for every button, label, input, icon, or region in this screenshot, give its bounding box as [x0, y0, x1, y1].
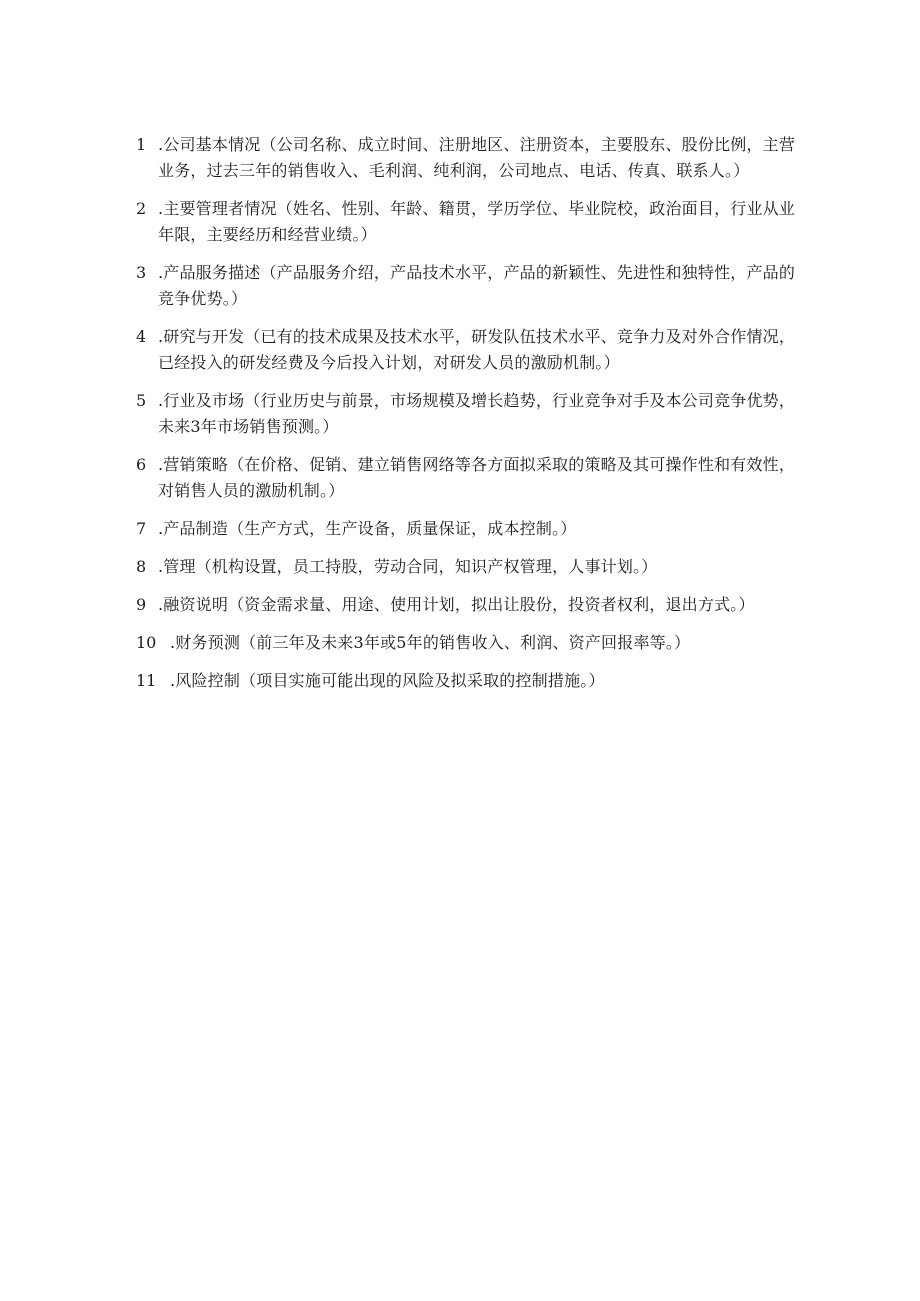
list-item-text: .风险控制（项目实施可能出现的风险及拟采取的控制措施。）: [170, 671, 605, 690]
list-item-number: 8: [136, 557, 147, 576]
list-item: [136, 132, 796, 184]
list-item-number: 10: [136, 633, 157, 652]
list-item-number: 4: [136, 327, 147, 346]
list-item-text: .公司基本情况（公司名称、成立时间、注册地区、注册资本，主要股东、股份比例，主营业务，过去三年的销售收入、毛利润、纯利润，公司地点、电话、传真、联系人。）: [158, 135, 796, 180]
list-item-text: .主要管理者情况（姓名、性别、年龄、籍贯，学历学位、毕业院校，政治面目，行业从业年限，主要经历和经营业绩。）: [158, 199, 796, 244]
list-item-number: 2: [136, 199, 147, 218]
list-item: [136, 630, 796, 656]
list-item: [136, 196, 796, 248]
list-item-text: .研究与开发（已有的技术成果及技术水平，研发队伍技术水平、竞争力及对外合作情况，已经投入的研发经费及今后投入计划，对研发人员的激励机制。）: [158, 327, 796, 372]
list-item-number: 6: [136, 455, 147, 474]
list-item-text: .营销策略（在价格、促销、建立销售网络等各方面拟采取的策略及其可操作性和有效性，对销售人员的激励机制。）: [158, 455, 796, 500]
list-item: [136, 592, 796, 618]
list-item: [136, 516, 796, 542]
business-plan-outline-list: [136, 132, 796, 706]
list-item-number: 11: [136, 671, 157, 690]
list-item-text: .产品服务描述（产品服务介绍，产品技术水平，产品的新颖性、先进性和独特性，产品的竞争优势。）: [158, 263, 796, 308]
list-item: [136, 554, 796, 580]
list-item-number: 5: [136, 391, 147, 410]
list-item-text: .融资说明（资金需求量、用途、使用计划，拟出让股份，投资者权利，退出方式。）: [158, 595, 755, 614]
list-item: [136, 668, 796, 694]
list-item-text: .管理（机构设置，员工持股，劳动合同，知识产权管理，人事计划。）: [158, 557, 658, 576]
list-item-text: .行业及市场（行业历史与前景，市场规模及增长趋势，行业竞争对手及本公司竞争优势，未来3年市场销售预测。）: [158, 391, 796, 436]
list-item-text: .财务预测（前三年及未来3年或5年的销售收入、利润、资产回报率等。）: [170, 633, 691, 652]
list-item-number: 1: [136, 135, 147, 154]
list-item-text: .产品制造（生产方式，生产设备，质量保证，成本控制。）: [158, 519, 577, 538]
list-item: [136, 324, 796, 376]
list-item-number: 9: [136, 595, 147, 614]
list-item-number: 3: [136, 263, 147, 282]
list-item: [136, 388, 796, 440]
list-item-number: 7: [136, 519, 147, 538]
list-item: [136, 260, 796, 312]
list-item: [136, 452, 796, 504]
